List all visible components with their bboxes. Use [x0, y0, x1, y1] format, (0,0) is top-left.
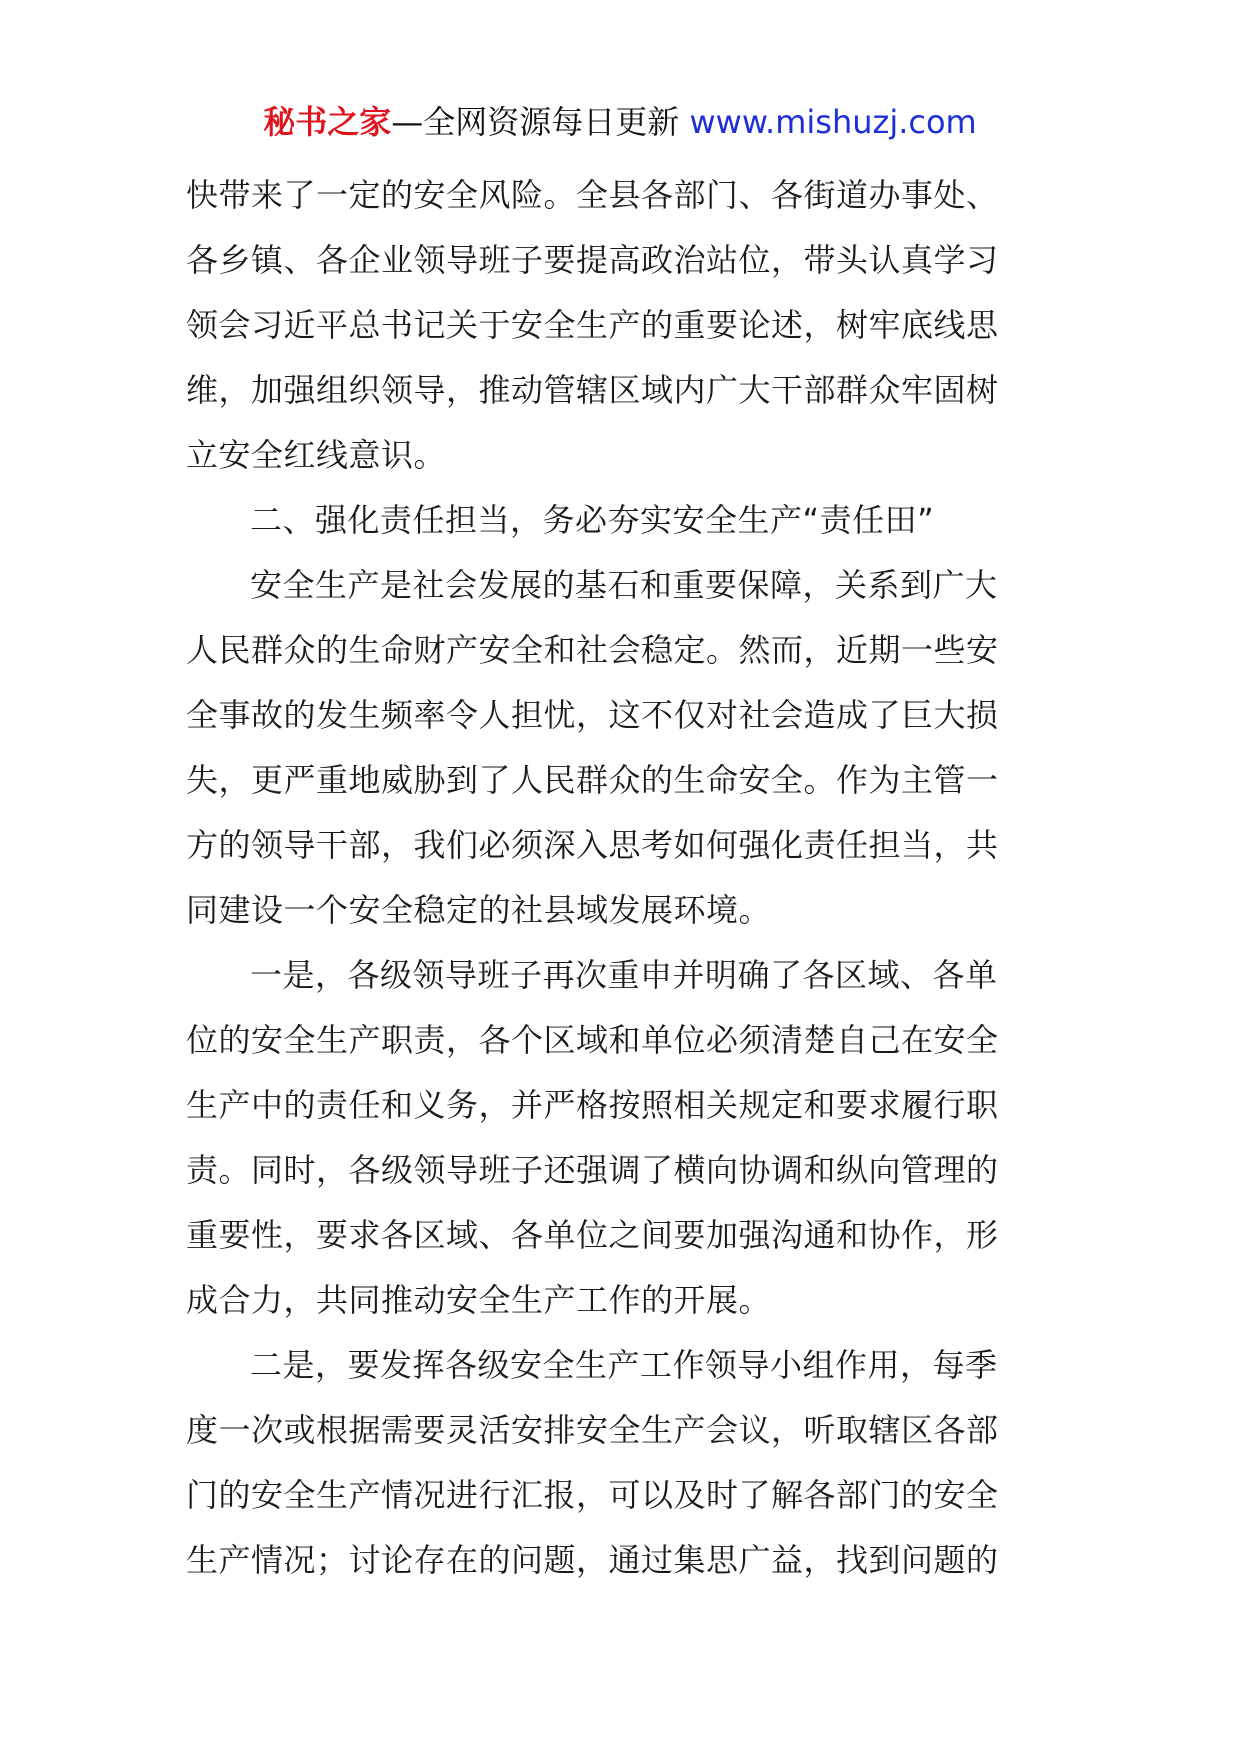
paragraph-start-line: 二是，要发挥各级安全生产工作领导小组作用，每季: [250, 1346, 998, 1384]
text-line: 各乡镇、各企业领导班子要提高政治站位，带头认真学习: [186, 241, 999, 279]
text-line: 全事故的发生频率令人担忧，这不仅对社会造成了巨大损: [186, 696, 999, 734]
text-line: 快带来了一定的安全风险。全县各部门、各街道办事处、: [186, 176, 999, 214]
section-heading: 二、强化责任担当，务必夯实安全生产“责任田”: [250, 501, 935, 539]
document-body: [186, 163, 1021, 1593]
text-line: 重要性，要求各区域、各单位之间要加强沟通和协作，形: [186, 1216, 999, 1254]
text-line: 门的安全生产情况进行汇报，可以及时了解各部门的安全: [186, 1476, 999, 1514]
text-line: 失，更严重地威胁到了人民群众的生命安全。作为主管一: [186, 761, 999, 799]
text-line: 领会习近平总书记关于安全生产的重要论述，树牢底线思: [186, 306, 999, 344]
brand-name: 秘书之家: [263, 103, 392, 141]
text-line: 人民群众的生命财产安全和社会稳定。然而，近期一些安: [186, 631, 999, 669]
text-line: 成合力，共同推动安全生产工作的开展。: [186, 1281, 772, 1319]
text-line: 责。同时，各级领导班子还强调了横向协调和纵向管理的: [186, 1151, 999, 1189]
paragraph-start-line: 安全生产是社会发展的基石和重要保障，关系到广大: [250, 566, 998, 604]
paragraph-start-line: 一是，各级领导班子再次重申并明确了各区域、各单: [250, 956, 998, 994]
text-line: 位的安全生产职责，各个区域和单位必须清楚自己在安全: [186, 1021, 999, 1059]
header-tagline: —全网资源每日更新: [391, 103, 690, 141]
text-line: 立安全红线意识。: [186, 436, 447, 474]
text-line: 生产情况；讨论存在的问题，通过集思广益，找到问题的: [186, 1541, 999, 1579]
text-line: 方的领导干部，我们必须深入思考如何强化责任担当，共: [186, 826, 999, 864]
text-line: 度一次或根据需要灵活安排安全生产会议，听取辖区各部: [186, 1411, 999, 1449]
text-line: 同建设一个安全稳定的社县域发展环境。: [186, 891, 772, 929]
site-header: [0, 100, 1240, 144]
text-line: 生产中的责任和义务，并严格按照相关规定和要求履行职: [186, 1086, 999, 1124]
text-line: 维，加强组织领导，推动管辖区域内广大干部群众牢固树: [186, 371, 999, 409]
site-url-link[interactable]: www.mishuzj.com: [689, 103, 977, 141]
